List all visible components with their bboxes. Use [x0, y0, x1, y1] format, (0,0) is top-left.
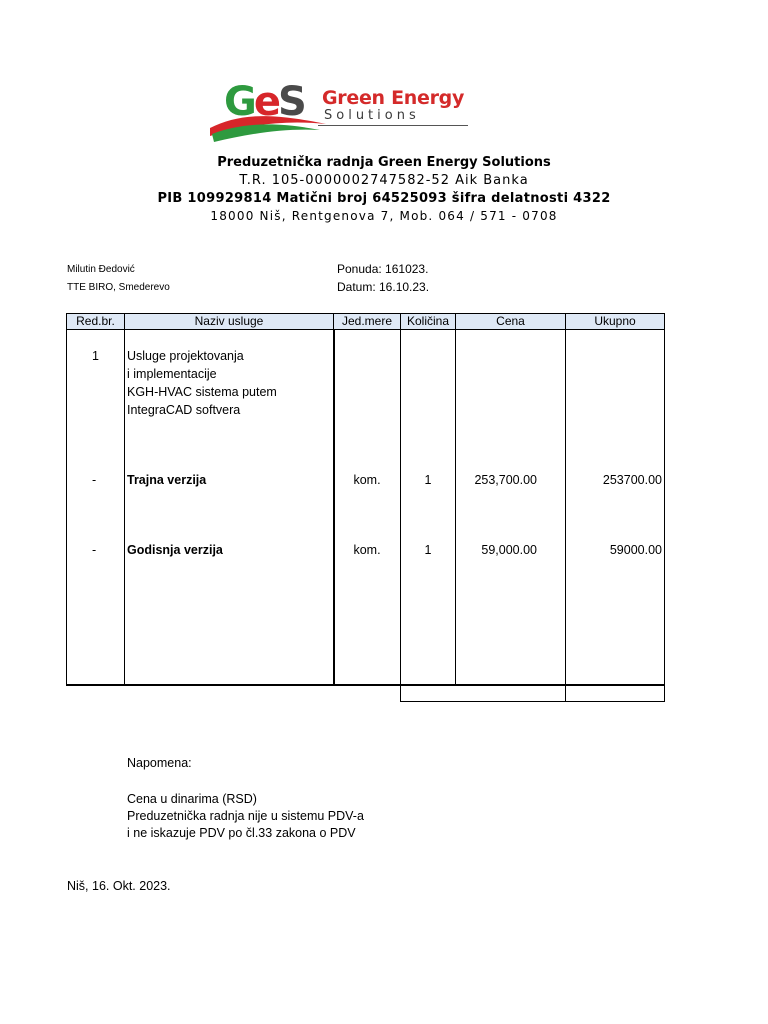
company-name: Preduzetnička radnja Green Energy Solutions — [217, 155, 551, 170]
company-logo — [208, 79, 478, 144]
table-divider — [565, 329, 566, 702]
logo-mark — [224, 79, 304, 125]
col-header-unit: Jed.mere — [333, 313, 401, 330]
company-ids: PIB 109929814 Matični broj 64525093 šifra delatnosti 4322 — [157, 191, 611, 206]
logo-underline — [318, 125, 468, 126]
row-qty: 1 — [424, 543, 432, 557]
item-description-line: KGH-HVAC sistema putem — [127, 385, 277, 399]
logo-name-line1: Green Energy — [322, 87, 465, 109]
item-description-line: IntegraCAD softvera — [127, 403, 241, 417]
row-price: 253,700.00 — [474, 473, 537, 487]
row-price: 59,000.00 — [481, 543, 537, 557]
col-header-name: Naziv usluge — [124, 313, 334, 330]
company-address: 18000 Niš, Rentgenova 7, Mob. 064 / 571 - 0708 — [210, 209, 558, 223]
table-border-right — [664, 329, 665, 702]
row-unit: kom. — [353, 543, 381, 557]
row-number: - — [92, 543, 97, 557]
table-divider — [124, 329, 125, 685]
row-name: Godisnja verzija — [127, 543, 223, 557]
row-total: 253700.00 — [602, 473, 662, 487]
logo-mark-text — [224, 79, 304, 125]
row-total: 59000.00 — [609, 543, 662, 557]
client-name: Milutin Đedović — [67, 264, 135, 275]
table-total-border — [400, 701, 665, 702]
logo-mark-letter: G — [224, 79, 254, 125]
company-account: T.R. 105-0000002747582-52 Aik Banka — [239, 173, 529, 188]
notes-line: Preduzetnička radnja nije u sistemu PDV-a — [127, 809, 364, 823]
table-divider — [333, 329, 335, 685]
col-header-qty: Količina — [400, 313, 456, 330]
client-company: TTE BIRO, Smederevo — [67, 282, 170, 293]
notes-label: Napomena: — [127, 756, 192, 770]
col-header-price: Cena — [455, 313, 566, 330]
item-number: 1 — [92, 349, 99, 363]
notes-line: Cena u dinarima (RSD) — [127, 792, 257, 806]
table-divider — [455, 329, 456, 685]
place-date: Niš, 16. Okt. 2023. — [67, 879, 171, 893]
table-border-bottom — [66, 684, 665, 686]
item-description-line: Usluge projektovanja — [127, 349, 244, 363]
notes-line: i ne iskazuje PDV po čl.33 zakona o PDV — [127, 826, 356, 840]
logo-mark-letter: S — [277, 79, 304, 125]
row-qty: 1 — [424, 473, 432, 487]
logo-mark-letter: e — [253, 79, 278, 125]
table-divider — [400, 329, 401, 702]
offer-number: Ponuda: 161023. — [337, 262, 429, 276]
offer-date: Datum: 16.10.23. — [337, 280, 430, 294]
item-description-line: i implementacije — [127, 367, 217, 381]
row-number: - — [92, 473, 97, 487]
table-border-left — [66, 329, 67, 685]
logo-name-line2: Solutions — [324, 108, 420, 123]
row-name: Trajna verzija — [127, 473, 207, 487]
row-unit: kom. — [353, 473, 381, 487]
col-header-total: Ukupno — [565, 313, 665, 330]
col-header-no: Red.br. — [66, 313, 125, 330]
